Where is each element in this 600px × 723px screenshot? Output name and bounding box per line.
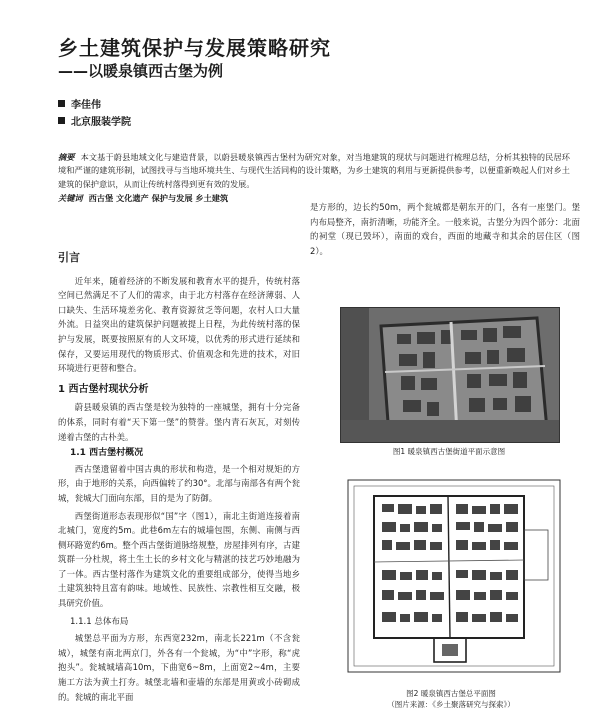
subsection-1-1-paragraph-2: 西堡街道形态表现形似“国”字（图1），南北主街道连接着南北城门，宽度约5m。此巷6m左右的城墙包围，东侧、南侧与西侧环路宽约6m。整个西古堡街道脉络规整，房屋排列有序，古建筑群一分杜规，将土生土长的乡村文化与精湛的技艺巧妙地融为了一体。西古堡村落作为建筑文化的重要组成部分，使得当地乡土建筑独特且富有韵味。地域性、民族性、宗教性相互交融，极具研究价值。 [58, 510, 300, 609]
intro-heading: 引言 [58, 251, 80, 264]
left-column [58, 228, 300, 704]
abstract-label: 摘要 [58, 152, 75, 162]
aerial-photo-graphic [341, 308, 559, 442]
author-name: 李佳伟 [71, 100, 101, 111]
figure2-caption-title: 图2 暖泉镇西古堡总平面图 [406, 689, 496, 698]
square-bullet-icon [58, 100, 65, 107]
right-column [310, 200, 580, 258]
figure2-caption [340, 688, 562, 710]
author-affiliation: 北京服装学院 [71, 117, 131, 128]
figure1-caption: 图1 暖泉镇西古堡街道平面示意图 [392, 447, 506, 456]
figure1-aerial-photo [340, 307, 560, 443]
right-top-paragraph: 是方形的，边长约50m，两个瓮城都是朝东开的门，各有一座堡门。堡内布局整齐，南折清晰，功能齐全。一般来说，古堡分为四个部分：北面的祠堂（现已毁坏），南面的戏台，西面的地藏寺和其余的居住区（图2）。 [310, 202, 580, 256]
abstract-text: 本文基于蔚县地域文化与建造背景，以蔚县暖泉镇西古堡村为研究对象，对当地建筑的现状与问题进行梳理总结，分析其独特的民居环境和严谨的建筑形制，试图找寻与当地环境共生、与现代生活同构的设计策略，为乡土建筑的利用与更新提供参考，以便重新唤起人们对乡土建筑的保护意识，从而让传统村落得到更有效的发展。 [58, 152, 570, 189]
intro-paragraph: 近年来，随着经济的不断发展和教育水平的提升，传统村落空间已然满足不了人们的需求，由于北方村落存在经济薄弱、人口缺失、生活环境差劣化、教育资源贫乏等问题，农村人口大量外流。日益突出的建筑保护问题被提上日程，为此传统村落的保护与发展，既要按照原有的人文环境，以优秀的形式进行延续和保存，又要运用现代的物质形式、价值观念和先进的技术，对旧环境进行更替和整合。 [58, 275, 300, 374]
author-line [58, 114, 131, 131]
keywords-label: 关键词 [58, 193, 83, 204]
subsection-1-1-heading: 1.1 西古堡村概况 [70, 448, 144, 459]
section1-paragraph: 蔚县暖泉镇的西古堡是较为独特的一座城堡，拥有十分完备的体系，同时有着“天下第一堡”的赞誉。堡内青石灰瓦，对刻传递着古堡的古朴美。 [58, 402, 300, 442]
paper-title: 乡土建筑保护与发展策略研究 [58, 36, 331, 60]
author-block [58, 97, 131, 131]
subsection-1-1-paragraph: 西古堡遗留着中国古典的形状和构造，是一个相对规矩的方形，由于地形的关系，向西偏转了约30°。北部与南部各有两个瓮城，瓮城大门面向东部，目的是为了防御。 [58, 463, 300, 503]
site-plan-graphic [338, 470, 568, 680]
paper-subtitle: ——以暖泉镇西古堡为例 [58, 62, 224, 80]
figure2-site-plan [338, 470, 568, 680]
subsection-1-1-1-paragraph: 城堡总平面为方形，东西宽232m，南北长221m（不含瓮城），城堡有南北两京门，外各有一个瓮城，为“中”字形，称“虎抱头”。瓮城城墙高10m，下曲宽6~8m，上面宽2~4m，主要施工方法为黄土打夯。城堡北墙和壶墙的东部是用黄或小砖砌成的。瓮城的南北平面 [58, 633, 300, 702]
abstract [58, 151, 570, 206]
section1-heading: 1 西古堡村现状分析 [58, 383, 149, 395]
keywords-text: 西古堡 文化遗产 保护与发展 乡土建筑 [88, 193, 229, 204]
figure2-caption-source: （图片来源：《乡土聚落研究与探索》） [387, 700, 515, 709]
abstract-body [58, 151, 570, 191]
author-line [58, 97, 131, 114]
subsection-1-1-1-heading: 1.1.1 总体布局 [70, 616, 129, 627]
square-bullet-icon [58, 117, 65, 124]
